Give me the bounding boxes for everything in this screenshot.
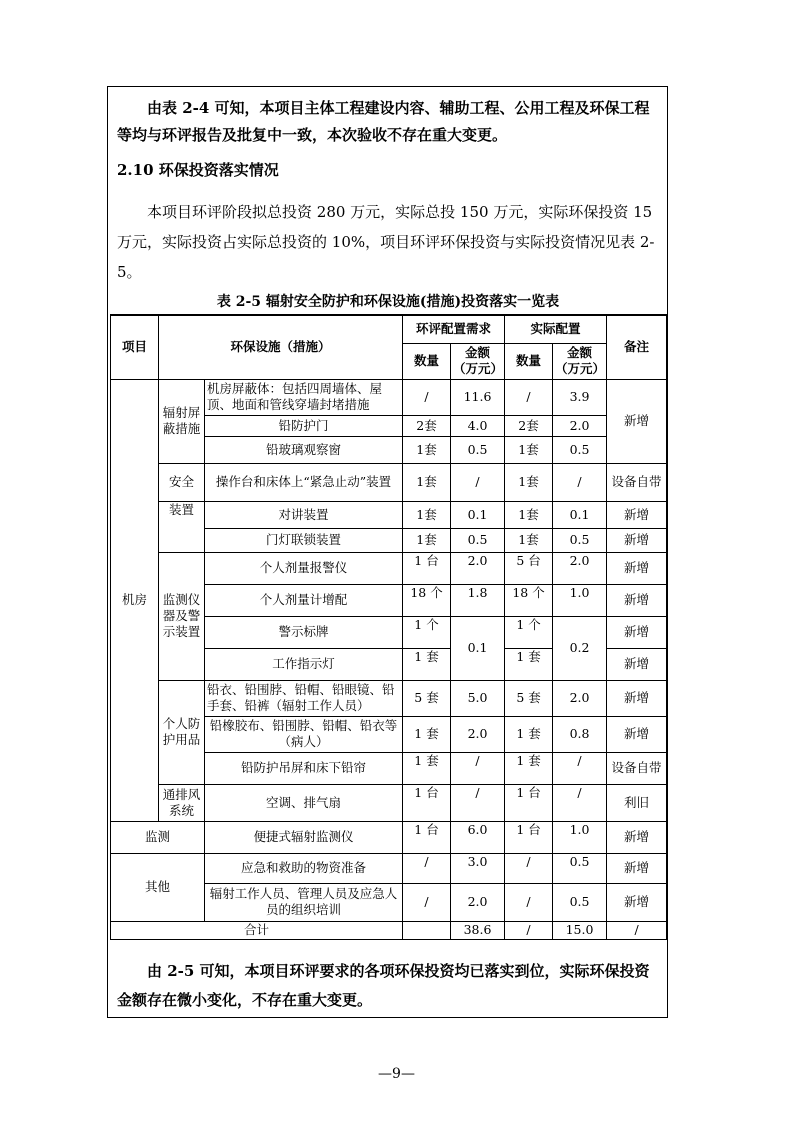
header-eia: 环评配置需求 <box>403 315 505 343</box>
cell: 1.8 <box>451 584 505 616</box>
cell: 2套 <box>505 415 553 436</box>
sub-shielding: 辐射屏蔽措施 <box>159 379 205 463</box>
cell: / <box>553 463 607 501</box>
group-monitor: 监测 <box>111 821 205 853</box>
cell: 设备自带 <box>607 463 667 501</box>
header-actual-qty: 数量 <box>505 343 553 379</box>
cell: 新增 <box>607 616 667 648</box>
cell: 新增 <box>607 821 667 853</box>
cell <box>403 921 451 939</box>
cell: 0.5 <box>553 436 607 463</box>
cell: 1套 <box>403 436 451 463</box>
row-name: 应急和救助的物资准备 <box>205 853 403 883</box>
header-actual: 实际配置 <box>505 315 607 343</box>
row-name: 铅防护吊屏和床下铅帘 <box>205 752 403 784</box>
row-name: 操作台和床体上“紧急止动”装置 <box>205 463 403 501</box>
cell: 3.0 <box>451 853 505 883</box>
cell: / <box>403 853 451 883</box>
cell: / <box>505 883 553 921</box>
body-text: 本项目环评阶段拟总投资 280 万元，实际总投 150 万元，实际环保投资 15 万元，实际投资占实际总投资的 10%，项目环评环保投资与实际投资情况见表 2-5。 <box>117 203 655 281</box>
row-name: 空调、排气扇 <box>205 784 403 821</box>
cell: 1 台 <box>505 784 553 821</box>
row-name: 个人剂量报警仪 <box>205 552 403 584</box>
cell: 新增 <box>607 853 667 883</box>
cell: 18 个 <box>505 584 553 616</box>
cell: 6.0 <box>451 821 505 853</box>
table-caption: 表 2-5 辐射安全防护和环保设施(措施)投资落实一览表 <box>216 294 560 310</box>
section-heading: 2.10 环保投资落实情况 <box>117 161 279 179</box>
sub-ppe: 个人防护用品 <box>159 680 205 784</box>
cell: 新增 <box>607 680 667 716</box>
cell: 1套 <box>403 501 451 528</box>
cell: 1.0 <box>553 584 607 616</box>
cell: 1 套 <box>505 716 553 752</box>
header-facility: 环保设施（措施） <box>159 315 403 379</box>
header-item: 项目 <box>111 315 159 379</box>
shielding-remark: 新增 <box>607 379 667 463</box>
cell: 1 台 <box>403 821 451 853</box>
total-actual-amount: 15.0 <box>553 921 607 939</box>
cell: 1套 <box>403 528 451 552</box>
cell: 1套 <box>505 436 553 463</box>
cell: 1套 <box>505 463 553 501</box>
cell: 0.5 <box>451 528 505 552</box>
row-name: 警示标牌 <box>205 616 403 648</box>
cell: 1 套 <box>403 752 451 784</box>
warning-amount-eia: 0.1 <box>451 616 505 680</box>
row-name: 机房屏蔽体：包括四周墙体、屋顶、地面和管线穿墙封堵措施 <box>205 379 403 415</box>
cell: 2.0 <box>553 680 607 716</box>
cell: 1 台 <box>403 552 451 584</box>
cell: 利旧 <box>607 784 667 821</box>
cell: 新增 <box>607 528 667 552</box>
cell: 1 个 <box>403 616 451 648</box>
cell: 5 台 <box>505 552 553 584</box>
cell: 1 套 <box>505 648 553 680</box>
sub-monitor: 监测仪器及警示装置 <box>159 552 205 680</box>
cell: 1套 <box>505 528 553 552</box>
cell: 3.9 <box>553 379 607 415</box>
cell: 18 个 <box>403 584 451 616</box>
total-label: 合计 <box>111 921 403 939</box>
cell: 2.0 <box>451 552 505 584</box>
warning-amount-actual: 0.2 <box>553 616 607 680</box>
cell: 0.5 <box>553 853 607 883</box>
total-eia-amount: 38.6 <box>451 921 505 939</box>
cell: / <box>403 883 451 921</box>
row-name: 铅玻璃观察窗 <box>205 436 403 463</box>
cell: 新增 <box>607 584 667 616</box>
row-name: 铅衣、铅围脖、铅帽、铅眼镜、铅手套、铅裤（辐射工作人员） <box>205 680 403 716</box>
cell: 1 个 <box>505 616 553 648</box>
cell: / <box>505 921 553 939</box>
group-other: 其他 <box>111 853 205 921</box>
page-number: —9— <box>378 1066 415 1082</box>
cell: 2.0 <box>451 716 505 752</box>
cell: 1.0 <box>553 821 607 853</box>
cell: 1 套 <box>505 752 553 784</box>
header-remark: 备注 <box>607 315 667 379</box>
header-eia-amount: 金额（万元） <box>451 343 505 379</box>
cell: 5.0 <box>451 680 505 716</box>
cell: 5 套 <box>505 680 553 716</box>
sub-safety-b: 装置 <box>159 501 205 552</box>
cell: / <box>451 784 505 821</box>
cell: 0.5 <box>553 528 607 552</box>
row-name: 门灯联锁装置 <box>205 528 403 552</box>
cell: 1 套 <box>403 716 451 752</box>
cell: 1 台 <box>505 821 553 853</box>
row-name: 铅防护门 <box>205 415 403 436</box>
cell: / <box>451 463 505 501</box>
cell: 新增 <box>607 648 667 680</box>
cell: 1套 <box>403 463 451 501</box>
cell: 新增 <box>607 501 667 528</box>
cell: 2.0 <box>451 883 505 921</box>
cell: 1 台 <box>403 784 451 821</box>
cell: / <box>553 752 607 784</box>
cell: 0.5 <box>553 883 607 921</box>
header-actual-amount: 金额（万元） <box>553 343 607 379</box>
cell: 0.5 <box>451 436 505 463</box>
cell: 11.6 <box>451 379 505 415</box>
cell: 2.0 <box>553 552 607 584</box>
cell: / <box>403 379 451 415</box>
sub-safety-a: 安全 <box>159 463 205 501</box>
row-name: 辐射工作人员、管理人员及应急人员的组织培训 <box>205 883 403 921</box>
cell: / <box>505 379 553 415</box>
cell: / <box>553 784 607 821</box>
closing-conclusion: 由 2-5 可知，本项目环评要求的各项环保投资均已落实到位，实际环保投资金额存在微小变化，不存在重大变更。 <box>117 962 650 1009</box>
cell: 4.0 <box>451 415 505 436</box>
row-name: 对讲装置 <box>205 501 403 528</box>
intro-conclusion: 由表 2-4 可知，本项目主体工程建设内容、辅助工程、公用工程及环保工程等均与环评报告及批复中一致，本次验收不存在重大变更。 <box>117 99 650 144</box>
row-name: 个人剂量计增配 <box>205 584 403 616</box>
row-name: 工作指示灯 <box>205 648 403 680</box>
header-eia-qty: 数量 <box>403 343 451 379</box>
cell: 2套 <box>403 415 451 436</box>
cell: / <box>451 752 505 784</box>
cell: 新增 <box>607 716 667 752</box>
group-jifang: 机房 <box>111 379 159 821</box>
cell: 0.8 <box>553 716 607 752</box>
cell: 1套 <box>505 501 553 528</box>
sub-vent: 通排风系统 <box>159 784 205 821</box>
cell: 2.0 <box>553 415 607 436</box>
row-name: 铅橡胶布、铅围脖、铅帽、铅衣等（病人） <box>205 716 403 752</box>
cell: 0.1 <box>451 501 505 528</box>
cell: 5 套 <box>403 680 451 716</box>
cell: / <box>607 921 667 939</box>
investment-table <box>110 314 667 940</box>
cell: 1 套 <box>403 648 451 680</box>
cell: 新增 <box>607 552 667 584</box>
row-name: 便捷式辐射监测仪 <box>205 821 403 853</box>
cell: 0.1 <box>553 501 607 528</box>
cell: / <box>505 853 553 883</box>
cell: 设备自带 <box>607 752 667 784</box>
cell: 新增 <box>607 883 667 921</box>
